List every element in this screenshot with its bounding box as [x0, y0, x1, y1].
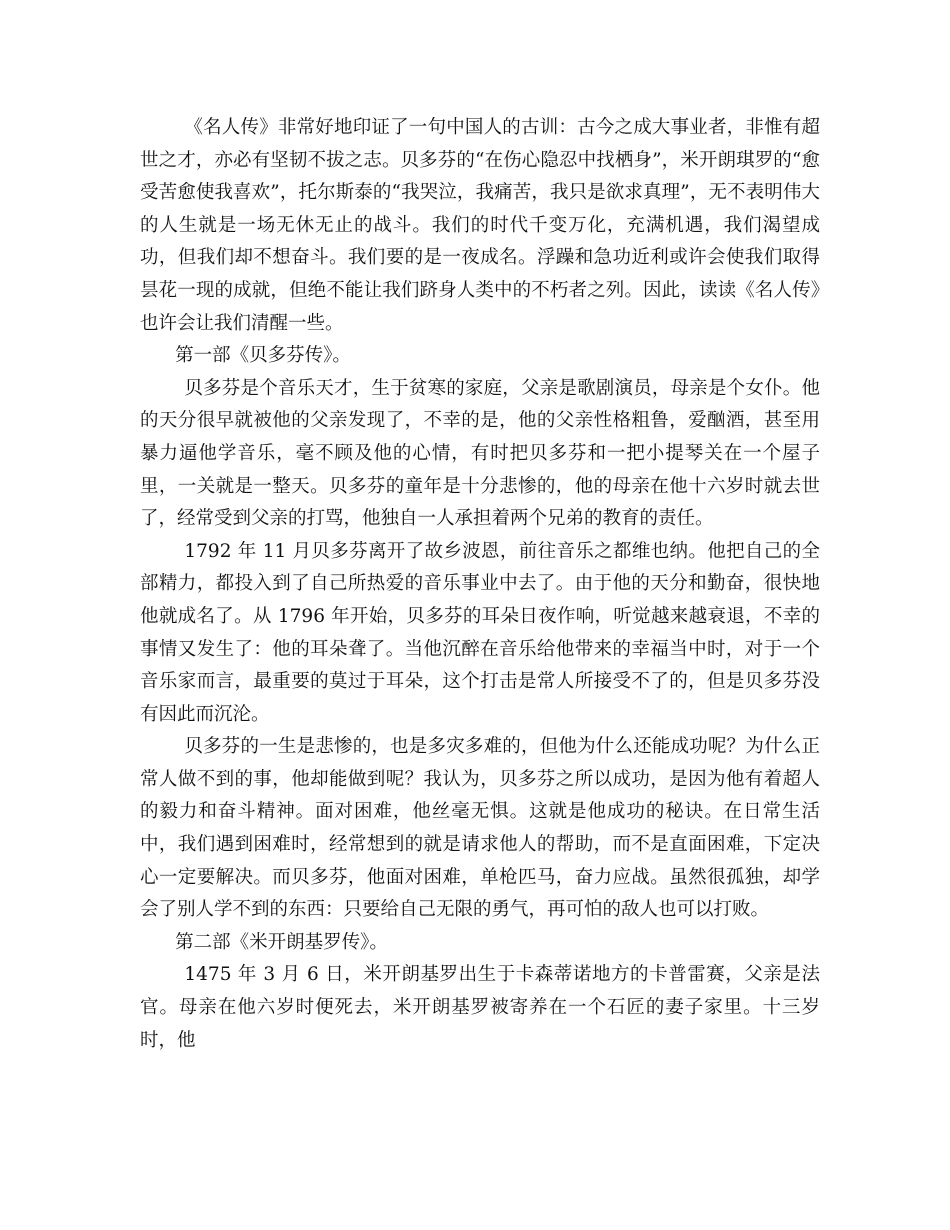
section-heading-michelangelo: 第二部《米开朗基罗传》。 — [175, 931, 388, 953]
beethoven-childhood-paragraph: 贝多芬是个音乐天才，生于贫寒的家庭，父亲是歌剧演员，母亲是个女仆。他的天分很早就被他的父亲发现了，不幸的是，他的父亲性格粗鲁，爱酗酒，甚至用暴力逼他学音乐，毫不顾及他的心情，有时把贝多芬和一把小提琴关在一个屋子里，一关就是一整天。贝多芬的童年是十分悲惨的，他的母亲在他十六岁时就去世了，经常受到父亲的打骂，他独自一人承担着两个兄弟的教育的责任。 — [140, 377, 820, 530]
section-heading-beethoven: 第一部《贝多芬传》。 — [175, 345, 351, 367]
michelangelo-birth-paragraph: 1475 年 3 月 6 日，米开朗基罗出生于卡森蒂诺地方的卡普雷赛，父亲是法官。母亲在他六岁时便死去，米开朗基罗被寄养在一个石匠的妻子家里。十三岁时，他 — [140, 964, 820, 1051]
intro-paragraph: 《名人传》非常好地印证了一句中国人的古训：古今之成大事业者，非惟有超世之才，亦必有坚韧不拔之志。贝多芬的“在伤心隐忍中找栖身”，米开朗琪罗的“愈受苦愈使我喜欢”，托尔斯泰的“我哭泣，我痛苦，我只是欲求真理”，无不表明伟大的人生就是一场无休无止的战斗。我们的时代千变万化，充满机遇，我们渴望成功，但我们却不想奋斗。我们要的是一夜成名。浮躁和急功近利或许会使我们取得昙花一现的成就，但绝不能让我们跻身人类中的不朽者之列。因此，读读《名人传》也许会让我们清醒一些。 — [140, 117, 820, 334]
beethoven-reflection-paragraph: 贝多芬的一生是悲惨的，也是多灾多难的，但他为什么还能成功呢？为什么正常人做不到的事，他却能做到呢？我认为，贝多芬之所以成功，是因为他有着超人的毅力和奋斗精神。面对困难，他丝毫无惧。这就是他成功的秘诀。在日常生活中，我们遇到困难时，经常想到的就是请求他人的帮助，而不是直面困难，下定决心一定要解决。而贝多芬，他面对困难，单枪匹马，奋力应战。虽然很孤独，却学会了别人学不到的东西：只要给自己无限的勇气，再可怕的敌人也可以打败。 — [140, 736, 820, 921]
beethoven-vienna-paragraph: 1792 年 11 月贝多芬离开了故乡波恩，前往音乐之都维也纳。他把自己的全部精力，都投入到了自己所热爱的音乐事业中去了。由于他的天分和勤奋，很快地他就成名了。从 1796 年开始，贝多芬的耳朵日夜作响，听觉越来越衰退，不幸的事情又发生了：他的耳朵聋了。当他沉醉在音乐给他带来的幸福当中时，对于一个音乐家而言，最重要的莫过于耳朵，这个打击是常人所接受不了的，但是贝多芬没有因此而沉沦。 — [140, 540, 820, 725]
document-body — [140, 112, 820, 1057]
